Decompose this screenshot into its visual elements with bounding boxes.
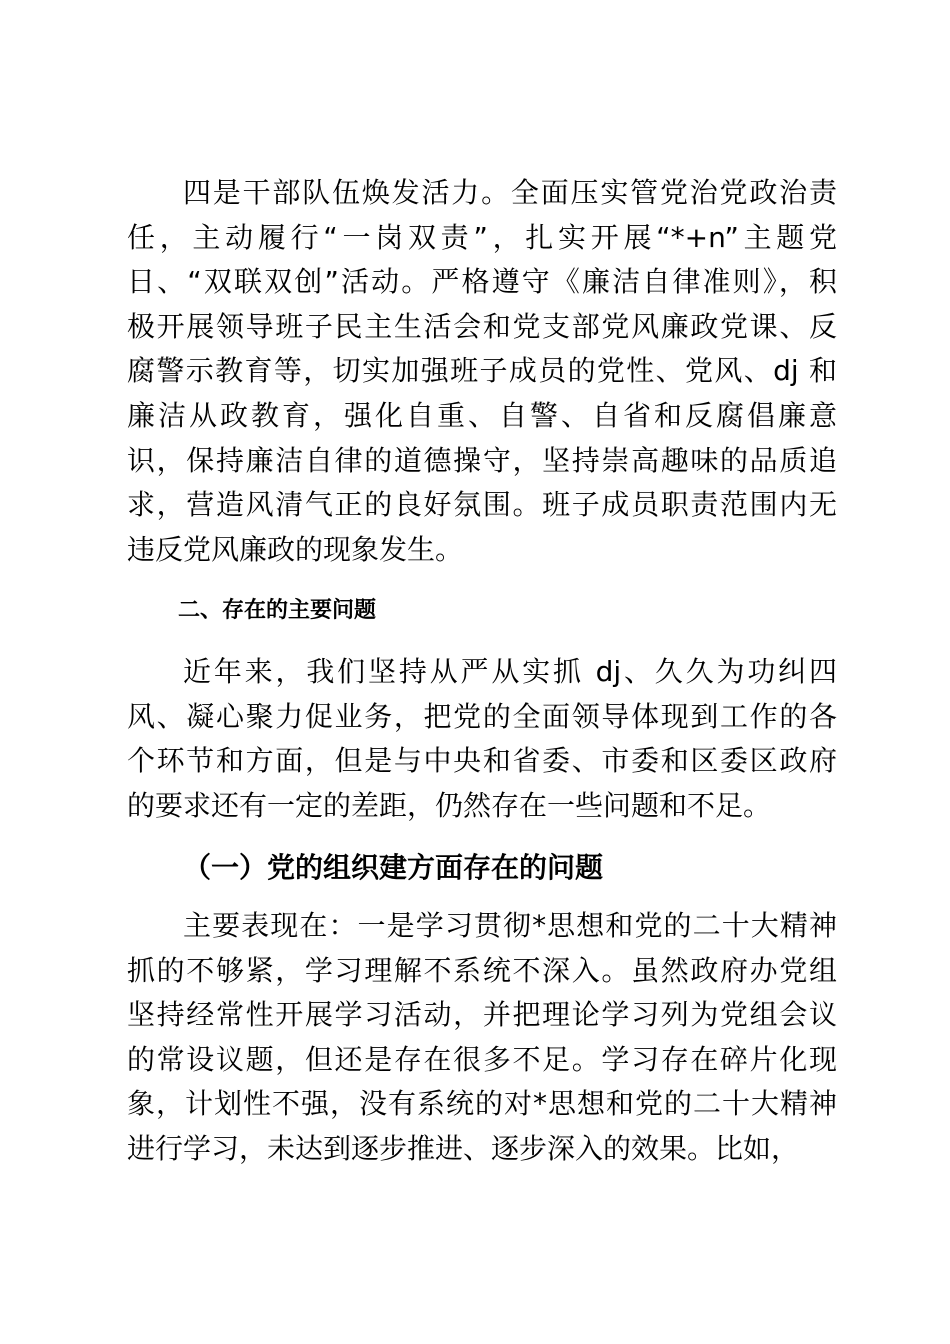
paragraph-line: 坚持经常性开展学习活动，并把理论学习列为党组会议 bbox=[127, 998, 837, 1032]
subsection-heading-organization: （一）党的组织建方面存在的问题 bbox=[183, 851, 604, 884]
section-heading-main-problems: 二、存在的主要问题 bbox=[178, 598, 377, 623]
paragraph-problems-intro bbox=[127, 650, 837, 828]
paragraph-line: 廉洁从政教育，强化自重、自警、自省和反腐倡廉意 bbox=[127, 398, 837, 432]
paragraph-line: 违反党风廉政的现象发生。 bbox=[127, 532, 464, 566]
paragraph-line: 的要求还有一定的差距，仍然存在一些问题和不足。 bbox=[127, 788, 772, 822]
paragraph-line: 腐警示教育等，切实加强班子成员的党性、党风、dj 和 bbox=[127, 354, 837, 388]
paragraph-line: 近年来，我们坚持从严从实抓 dj、久久为功纠四 bbox=[183, 655, 837, 688]
paragraph-line: 任，主动履行“一岗双责”，扎实开展“*+n”主题党 bbox=[127, 220, 837, 254]
paragraph-line: 的常设议题，但还是存在很多不足。学习存在碎片化现 bbox=[127, 1042, 837, 1076]
paragraph-line: 抓的不够紧，学习理解不系统不深入。虽然政府办党组 bbox=[127, 953, 837, 987]
paragraph-line: 四是干部队伍焕发活力。全面压实管党治党政治责 bbox=[183, 176, 837, 209]
paragraph-main-manifestations bbox=[127, 904, 837, 1172]
paragraph-cadre-vitality bbox=[127, 171, 837, 572]
paragraph-line: 象，计划性不强，没有系统的对*思想和党的二十大精神 bbox=[127, 1087, 837, 1121]
paragraph-line: 主要表现在：一是学习贯彻*思想和党的二十大精神 bbox=[183, 909, 837, 942]
paragraph-line: 日、“双联双创”活动。严格遵守《廉洁自律准则》，积 bbox=[127, 265, 837, 299]
paragraph-line: 风、凝心聚力促业务，把党的全面领导体现到工作的各 bbox=[127, 699, 837, 733]
paragraph-line: 进行学习，未达到逐步推进、逐步深入的效果。比如， bbox=[127, 1131, 800, 1165]
paragraph-line: 识，保持廉洁自律的道德操守，坚持崇高趣味的品质追 bbox=[127, 443, 837, 477]
paragraph-line: 极开展领导班子民主生活会和党支部党风廉政党课、反 bbox=[127, 309, 837, 343]
paragraph-line: 个环节和方面，但是与中央和省委、市委和区委区政府 bbox=[127, 744, 837, 778]
paragraph-line: 求，营造风清气正的良好氛围。班子成员职责范围内无 bbox=[127, 488, 837, 522]
